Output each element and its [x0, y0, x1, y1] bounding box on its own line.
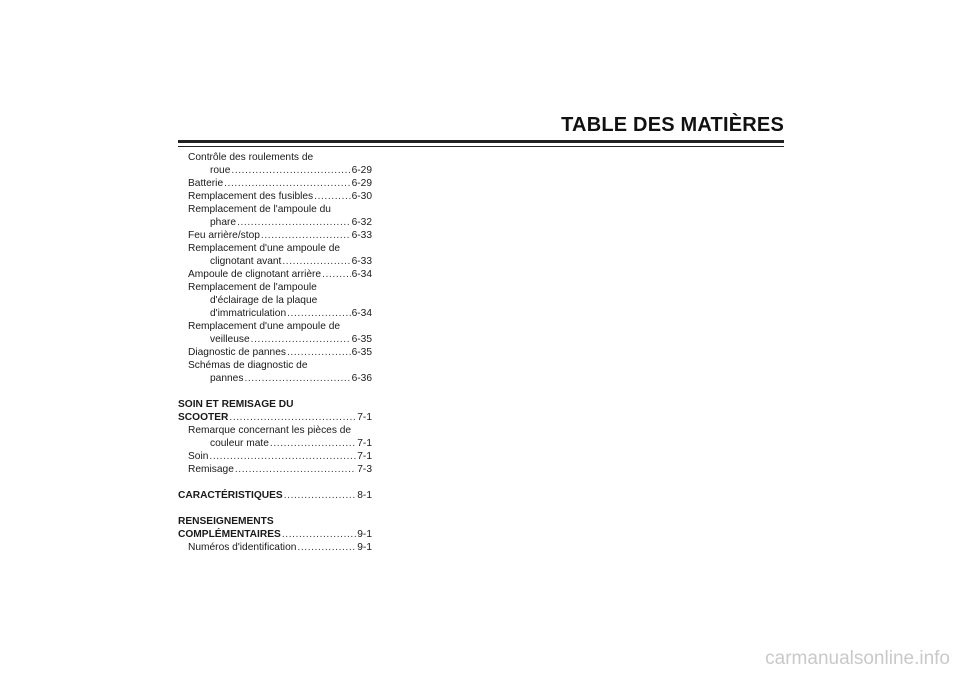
page-title: TABLE DES MATIÈRES: [561, 114, 784, 136]
toc-page-number: 6-33: [351, 256, 372, 267]
leader-dots: [284, 489, 357, 502]
leader-dots: [282, 528, 356, 541]
toc-entry-diagnostic[interactable]: [178, 346, 372, 359]
toc-entry-text: d'éclairage de la plaque: [210, 295, 318, 306]
toc-page-number: 6-29: [351, 178, 372, 189]
toc-section-renseignements[interactable]: [178, 515, 372, 541]
toc-entry-text: Remplacement de l'ampoule du: [188, 204, 331, 215]
header-rule-thin: [178, 146, 784, 147]
watermark: carmanualsonline.info: [765, 648, 950, 669]
leader-dots: [231, 164, 350, 177]
toc-entry-ampoule-phare[interactable]: [178, 203, 372, 229]
leader-dots: [314, 190, 350, 203]
toc-entry-fusibles[interactable]: [178, 190, 372, 203]
toc-entry-text: Schémas de diagnostic de: [188, 360, 308, 371]
toc-page-number: 9-1: [357, 529, 372, 540]
leader-dots: [282, 255, 350, 268]
toc-page-number: 6-35: [351, 334, 372, 345]
toc-entry-remisage[interactable]: [178, 463, 372, 476]
toc-entry-text: couleur mate: [210, 438, 269, 449]
toc-entry-text: clignotant avant: [210, 256, 282, 267]
toc-section-title: SOIN ET REMISAGE DU: [178, 399, 294, 410]
toc-entry-clignotant-avant[interactable]: [178, 242, 372, 268]
leader-dots: [261, 229, 351, 242]
toc-entry-text: phare: [210, 217, 237, 228]
toc-page-number: 7-1: [357, 451, 372, 462]
toc-page-number: 6-33: [351, 230, 372, 241]
toc-page-number: 7-3: [357, 464, 372, 475]
leader-dots: [297, 541, 356, 554]
toc-page-number: 6-29: [351, 165, 372, 176]
leader-dots: [251, 333, 351, 346]
toc-entry-text: Ampoule de clignotant arrière: [188, 269, 322, 280]
toc-entry-text: roue: [210, 165, 231, 176]
toc-entry-feu-arriere[interactable]: [178, 229, 372, 242]
toc-entry-controle-roulements[interactable]: [178, 151, 372, 177]
toc-entry-batterie[interactable]: [178, 177, 372, 190]
toc-entry-text: Remisage: [188, 464, 234, 475]
leader-dots: [237, 216, 351, 229]
toc-section-title: SCOOTER: [178, 412, 229, 423]
toc-section-soin-remisage[interactable]: [178, 398, 372, 424]
toc-entry-couleur-mate[interactable]: [178, 424, 372, 450]
leader-dots: [270, 437, 356, 450]
toc-page-number: 6-35: [351, 347, 372, 358]
toc-entry-text: Contrôle des roulements de: [188, 152, 314, 163]
toc-entry-text: d'immatriculation: [210, 308, 287, 319]
leader-dots: [244, 372, 350, 385]
leader-dots: [287, 346, 351, 359]
toc-page-number: 9-1: [357, 542, 372, 553]
toc-entry-text: Batterie: [188, 178, 224, 189]
toc-section-caracteristiques[interactable]: [178, 489, 372, 502]
toc-page-number: 6-32: [351, 217, 372, 228]
leader-dots: [229, 411, 356, 424]
toc-entry-text: Remarque concernant les pièces de: [188, 425, 352, 436]
toc-entry-text: Numéros d'identification: [188, 542, 297, 553]
toc-entry-schemas[interactable]: [178, 359, 372, 385]
toc-entry-text: Remplacement des fusibles: [188, 191, 314, 202]
toc-entry-soin[interactable]: [178, 450, 372, 463]
toc-section-title: RENSEIGNEMENTS: [178, 516, 274, 527]
leader-dots: [209, 450, 356, 463]
toc-entry-numeros[interactable]: [178, 541, 372, 554]
toc-page-number: 8-1: [357, 490, 372, 501]
toc-page-number: 6-34: [351, 269, 372, 280]
table-of-contents: [178, 151, 372, 554]
toc-entry-clignotant-arriere[interactable]: [178, 268, 372, 281]
toc-entry-text: Soin: [188, 451, 209, 462]
toc-entry-text: pannes: [210, 373, 244, 384]
toc-page-number: 7-1: [357, 438, 372, 449]
toc-section-title: COMPLÉMENTAIRES: [178, 529, 281, 540]
toc-entry-veilleuse[interactable]: [178, 320, 372, 346]
toc-page-number: 7-1: [357, 412, 372, 423]
leader-dots: [287, 307, 350, 320]
toc-entry-text: Remplacement d'une ampoule de: [188, 243, 341, 254]
toc-entry-text: Remplacement de l'ampoule: [188, 282, 317, 293]
toc-page-number: 6-36: [351, 373, 372, 384]
leader-dots: [322, 268, 351, 281]
toc-entry-plaque[interactable]: [178, 281, 372, 320]
toc-entry-text: Diagnostic de pannes: [188, 347, 286, 358]
header-rule-thick: [178, 140, 784, 143]
toc-entry-text: veilleuse: [210, 334, 250, 345]
leader-dots: [235, 463, 356, 476]
leader-dots: [224, 177, 351, 190]
toc-page-number: 6-34: [351, 308, 372, 319]
toc-entry-text: Remplacement d'une ampoule de: [188, 321, 341, 332]
toc-page-number: 6-30: [351, 191, 372, 202]
toc-entry-text: Feu arrière/stop: [188, 230, 260, 241]
toc-section-title: CARACTÉRISTIQUES: [178, 490, 283, 501]
